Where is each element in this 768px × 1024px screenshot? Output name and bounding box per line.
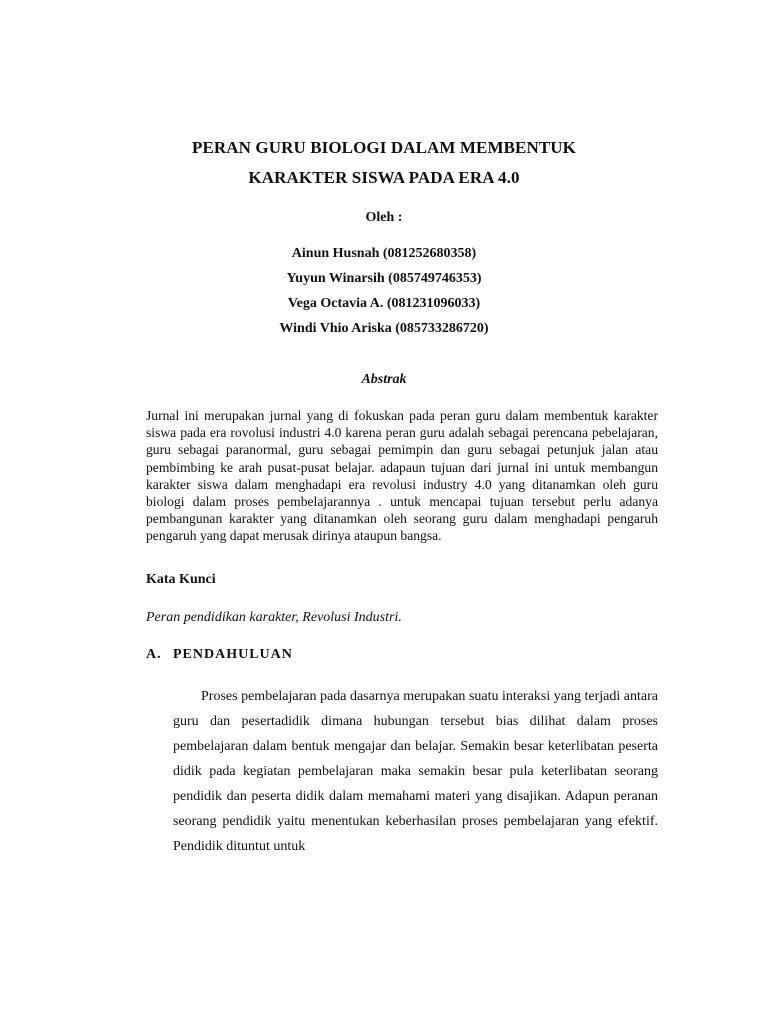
body-paragraph: Proses pembelajaran pada dasarnya merupakan suatu interaksi yang terjadi antara guru dan pesertadidik dimana hubungan tersebut bias dilihat dalam proses pembelajaran dalam bentuk mengajar dan belajar. Semakin besar keterlibatan peserta didik pada kegiatan pembelajaran maka semakin besar pula keterlibatan seorang pendidik dan peserta didik dalam memahami materi yang disajikan. Adapun peranan seorang pendidik yaitu menentukan keberhasilan proses pembelajaran yang efektif. Pendidik dituntut untuk	[173, 689, 658, 854]
byline-label: Oleh :	[365, 210, 403, 225]
author-list	[0, 244, 768, 344]
keywords-text: Peran pendidikan karakter, Revolusi Industri.	[146, 610, 402, 625]
abstract-heading: Abstrak	[361, 372, 407, 387]
author-entry: Yuyun Winarsih (085749746353)	[286, 271, 482, 286]
author-entry: Windi Vhio Ariska (085733286720)	[279, 321, 489, 336]
author-entry: Ainun Husnah (081252680358)	[291, 246, 477, 261]
section-title: PENDAHULUAN	[173, 647, 293, 662]
section-number: A.	[146, 647, 162, 662]
abstract-text: Jurnal ini merupakan jurnal yang di fokuskan pada peran guru dalam membentuk karakter siswa pada era rovolusi industri 4.0 karena peran guru adalah sebagai perencana pebelajaran, guru sebagai paranormal, guru sebagai pemimpin dan guru sebagai petunjuk jalan atau pembimbing ke arah pusat-pusat belajar. adapaun tujuan dari jurnal ini untuk membangun karakter siswa dalam menghadapi era revolusi industry 4.0 yang ditanamkan oleh guru biologi dalam proses pembelajarannya . untuk mencapai tujuan tersebut perlu adanya pembangunan karakter yang ditanamkan oleh seorang guru dalam menghadapi pengaruh pengaruh yang dapat merusak dirinya ataupun bangsa.	[146, 408, 658, 544]
document-title-line-1: PERAN GURU BIOLOGI DALAM MEMBENTUK	[191, 138, 577, 157]
document-title-line-2: KARAKTER SISWA PADA ERA 4.0	[248, 168, 520, 187]
keywords-heading: Kata Kunci	[146, 572, 216, 587]
author-entry: Vega Octavia A. (081231096033)	[287, 296, 481, 311]
section-heading	[146, 647, 293, 663]
